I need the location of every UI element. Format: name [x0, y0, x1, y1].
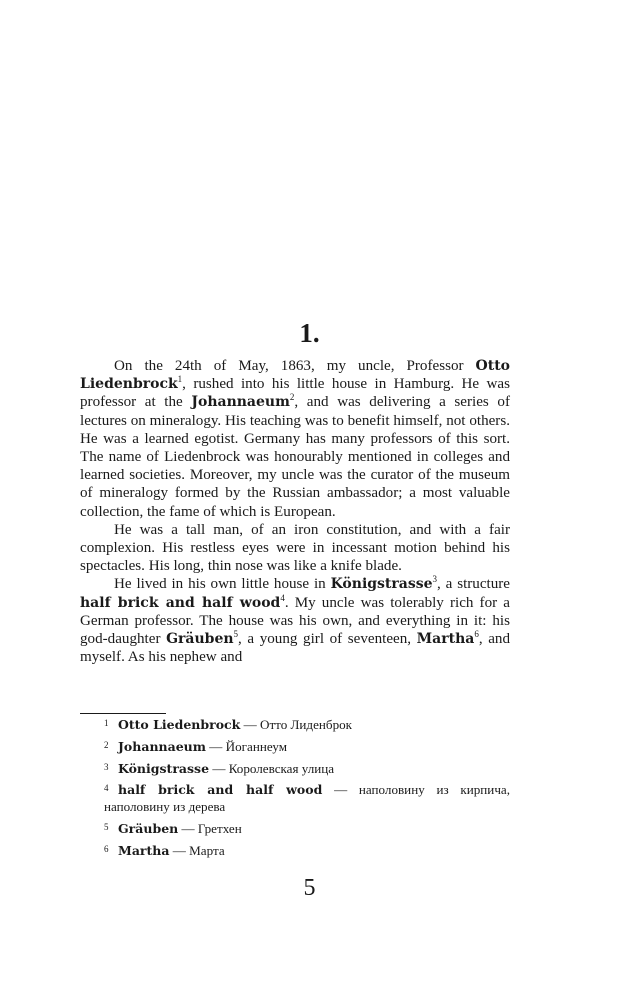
text-run: He lived in his own little house in [114, 576, 331, 593]
footnote-ref: 5 [233, 629, 239, 640]
footnotes [80, 717, 510, 864]
body-text [80, 357, 510, 666]
text-run: On the 24th of May, 1863, my uncle, Professor [114, 358, 476, 374]
footnote-translation: Марта [189, 842, 225, 858]
footnote-term: half brick and half wood [118, 782, 323, 798]
footnote-item [80, 782, 510, 815]
footnote-separator [80, 713, 166, 714]
footnote-mark: 4 [104, 783, 109, 794]
paragraph-1 [80, 357, 510, 521]
footnote-dash: — [334, 782, 348, 798]
bold-term: half brick and half wood [80, 594, 281, 611]
footnote-term: Gräuben [118, 820, 179, 836]
bold-term: Königstrasse [330, 576, 433, 593]
bold-term: Johannaeum [191, 394, 290, 411]
bold-term: Gräuben [166, 631, 234, 648]
footnote-term: Martha [118, 842, 170, 858]
text-run: , a young girl of seventeen, [238, 631, 417, 648]
footnote-dash: — [209, 738, 223, 754]
footnote-mark: 6 [104, 843, 109, 854]
footnote-dash: — [243, 717, 257, 732]
footnote-ref: 3 [432, 574, 438, 585]
bold-term: Martha [416, 631, 475, 648]
footnote-translation: наполовину из кирпича, наполовину из дерева [104, 782, 510, 814]
text-run: , and myself. As his nephew and [80, 631, 510, 666]
paragraph-3 [80, 575, 510, 666]
bold-term: Otto Liedenbrock [80, 358, 510, 393]
footnote-ref: 6 [474, 629, 479, 640]
footnote-dash: — [181, 820, 195, 836]
footnote-translation: Отто Лиденброк [260, 717, 353, 732]
text-run: , a structure [437, 576, 510, 593]
text-run: , and was delivering a series of lectures on mineralogy. His teaching was to benefit himself, not others. He was a learned egotist. Germany has many professors of this sort. The name of Liedenbrock was honourably mentioned in colleges and learned societies. Moreover, my uncle was the curator of the museum of mineralogy formed by the Russian ambassador; a most valuable collection, the fame of which is European. [80, 394, 510, 520]
footnote-translation: Королевская улица [228, 760, 335, 776]
footnote-translation: Йоганнеум [225, 738, 287, 754]
footnote-item [80, 717, 510, 734]
footnote-term: Otto Liedenbrock [118, 717, 241, 732]
footnote-mark: 2 [104, 739, 109, 750]
footnote-dash: — [172, 842, 186, 858]
paragraph-2: He was a tall man, of an iron constitution, and with a fair complexion. His restless eyes were in incessant motion behind his spectacles. His long, thin nose was like a knife blade. [80, 521, 510, 575]
footnote-ref: 4 [280, 592, 285, 603]
footnote-item [80, 761, 510, 778]
text-run: . My uncle was tolerably rich for a German professor. The house was his own, and everything in it: his god-daughter [80, 594, 510, 648]
footnote-ref: 1 [177, 374, 183, 385]
footnote-translation: Гретхен [197, 820, 242, 836]
page-number: 5 [303, 875, 316, 901]
footnote-item [80, 821, 510, 838]
footnote-ref: 2 [289, 392, 295, 403]
chapter-number: 1. [299, 318, 320, 348]
footnote-mark: 5 [104, 821, 109, 832]
footnote-mark: 3 [104, 761, 109, 772]
footnote-term: Königstrasse [118, 760, 210, 776]
footnote-item [80, 843, 510, 860]
footnote-mark: 1 [104, 718, 109, 728]
footnote-dash: — [212, 760, 226, 776]
text-run: , rushed into his little house in Hamburg. He was professor at the [80, 376, 510, 411]
footnote-item [80, 739, 510, 756]
footnote-term: Johannaeum [118, 738, 206, 754]
